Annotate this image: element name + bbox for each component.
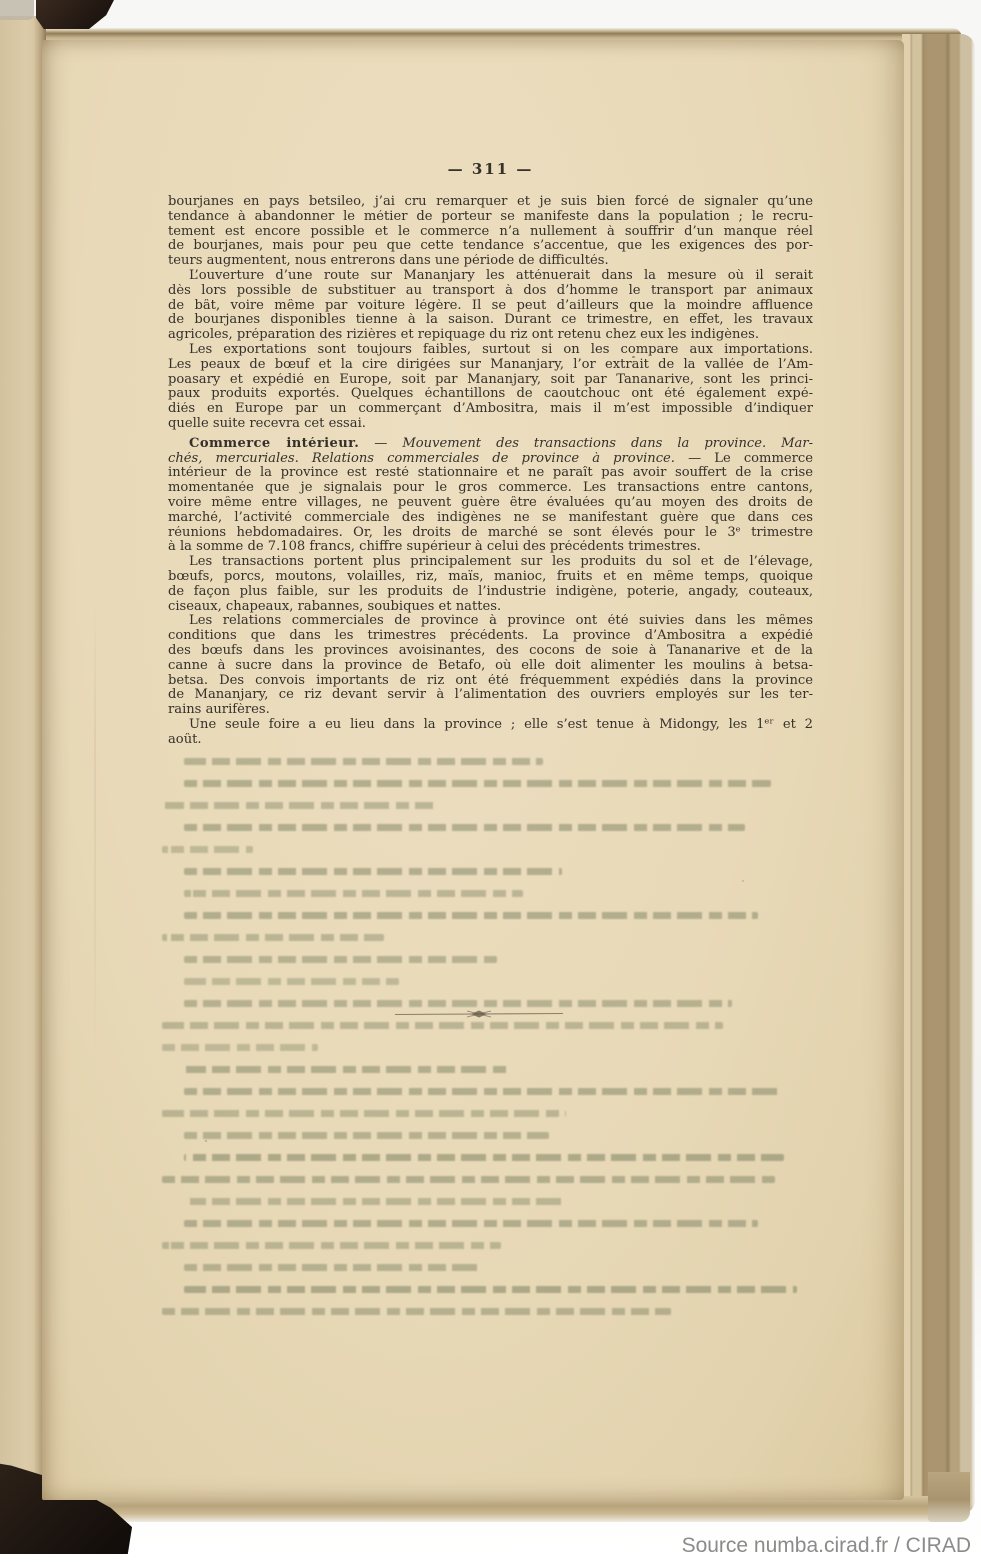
- binding-spine-top: [36, 0, 114, 29]
- paragraph-bourjanes: bourjanes en pays betsileo, j’ai cru remarquer et je suis bien forcé de signaler qu’une tendance à abandonner le métier de porteur se manifeste dans la population ; le recru- tement est encore possible et le commerce n’a nullement à souffrir d’un manque réel de bourjanes, mais pour peu que cette tendance s’accentue, que les exigences des por- teurs augmentent, nous entrerons dans une période de difficultés.: [168, 195, 813, 269]
- section-divider-ornament: [393, 1006, 565, 1022]
- paragraph-ouverture-route: L’ouverture d’une route sur Mananjary les atténuerait dans la mesure où il serait dès lors possible de substituer au transport à dos d’homme le transport par animaux de bât, voire même par voiture légère. Il se peut d’ailleurs que la moindre affluence de bourjanes disponibles tienne à la saison. Durant ce trimestre, en effet, les travaux agricoles, préparation des rizières et repiquage du riz ont retenu chez eux les indigènes.: [168, 268, 813, 343]
- page-number: — 311 —: [447, 160, 534, 178]
- bleed-through-text-block: [162, 758, 814, 1330]
- body-text: [168, 195, 813, 747]
- paper-speck: [205, 1140, 207, 1142]
- paper-speck: [742, 880, 744, 882]
- commerce-interieur-heading: Commerce intérieur.: [189, 436, 360, 451]
- commerce-interieur-subtitle-2: chés, mercuriales. Relations commerciales de province à province.: [168, 451, 675, 466]
- paper-crease: [94, 600, 96, 1060]
- paragraph-transactions-produits: Les transactions portent plus principalement sur les produits du sol et de l’élevage, bœufs, porcs, moutons, volailles, riz, maïs, manioc, fruits et en même temps, quoique de façon plus faible, sur les produits de l’industrie indigène, poterie, angady, couteaux, ciseaux, chapeaux, rabannes, soubiques et nattes.: [168, 555, 813, 614]
- commerce-interieur-line-1: [168, 437, 813, 452]
- commerce-interieur-lead-in: — Le commerce: [674, 451, 813, 466]
- source-watermark: Source numba.cirad.fr / CIRAD: [681, 1534, 971, 1557]
- commerce-interieur-body: intérieur de la province est resté stationnaire et ne paraît pas avoir souffert de la crise momentanée que je signalais pour le gros commerce. Les transactions entre cantons, voire même entre villages, ne peuvent guère être évaluées qu’au moyen des droits de marché, l’activité commerciale des indigènes ne se manifestant guère que dans ces réunions hebdomadaires. Or, les droits de marché se sont élevés pour le 3ᵉ trimestre à la somme de 7.108 francs, chiffre supérieur à celui des précédents trimestres.: [168, 466, 813, 555]
- facing-page-sliver: [0, 16, 46, 1482]
- heading-dash: —: [359, 436, 403, 451]
- page-surface: [42, 40, 904, 1500]
- book-bottom-corner-edges: [928, 1472, 970, 1522]
- paragraph-foire-midongy: Une seule foire a eu lieu dans la province ; elle s’est tenue à Midongy, les 1ᵉʳ et 2 août.: [168, 717, 813, 747]
- paragraph-commerce-interieur: [168, 437, 813, 555]
- book-right-page-edges: [902, 34, 975, 1512]
- facing-page-top-edge: [0, 0, 34, 20]
- commerce-interieur-line-2: [168, 452, 813, 467]
- commerce-interieur-subtitle-1: Mouvement des transactions dans la province. Mar-: [402, 436, 813, 451]
- paragraph-relations-provinces: Les relations commerciales de province à province ont été suivies dans les mêmes conditions que dans les trimestres précédents. La province d’Ambositra a expédié des bœufs dans les provinces avoisinantes, des cocons de soie à Tananarive et de la canne à sucre dans la province de Betafo, où elle doit alimenter les moulins à betsa- betsa. Des convois importants de riz ont été fréquemment expédiés dans la province de Mananjary, ce riz devant servir à l’alimentation des ouvriers employés sur les ter- rains aurifères.: [168, 614, 813, 718]
- paragraph-exportations: Les exportations sont toujours faibles, surtout si on les compare aux importations. Les peaux de bœuf et la cire dirigées sur Mananjary, l’or extrait de la vallée de l’Am- poasary et expédié en Europe, soit par Mananjary, soit par Tananarive, sont les princi- paux produits exportés. Quelques échantillons de caoutchouc ont été également expé- diés en Europe par un commerçant d’Ambositra, mais il m’est impossible d’indiquer quelle suite recevra cet essai.: [168, 342, 813, 431]
